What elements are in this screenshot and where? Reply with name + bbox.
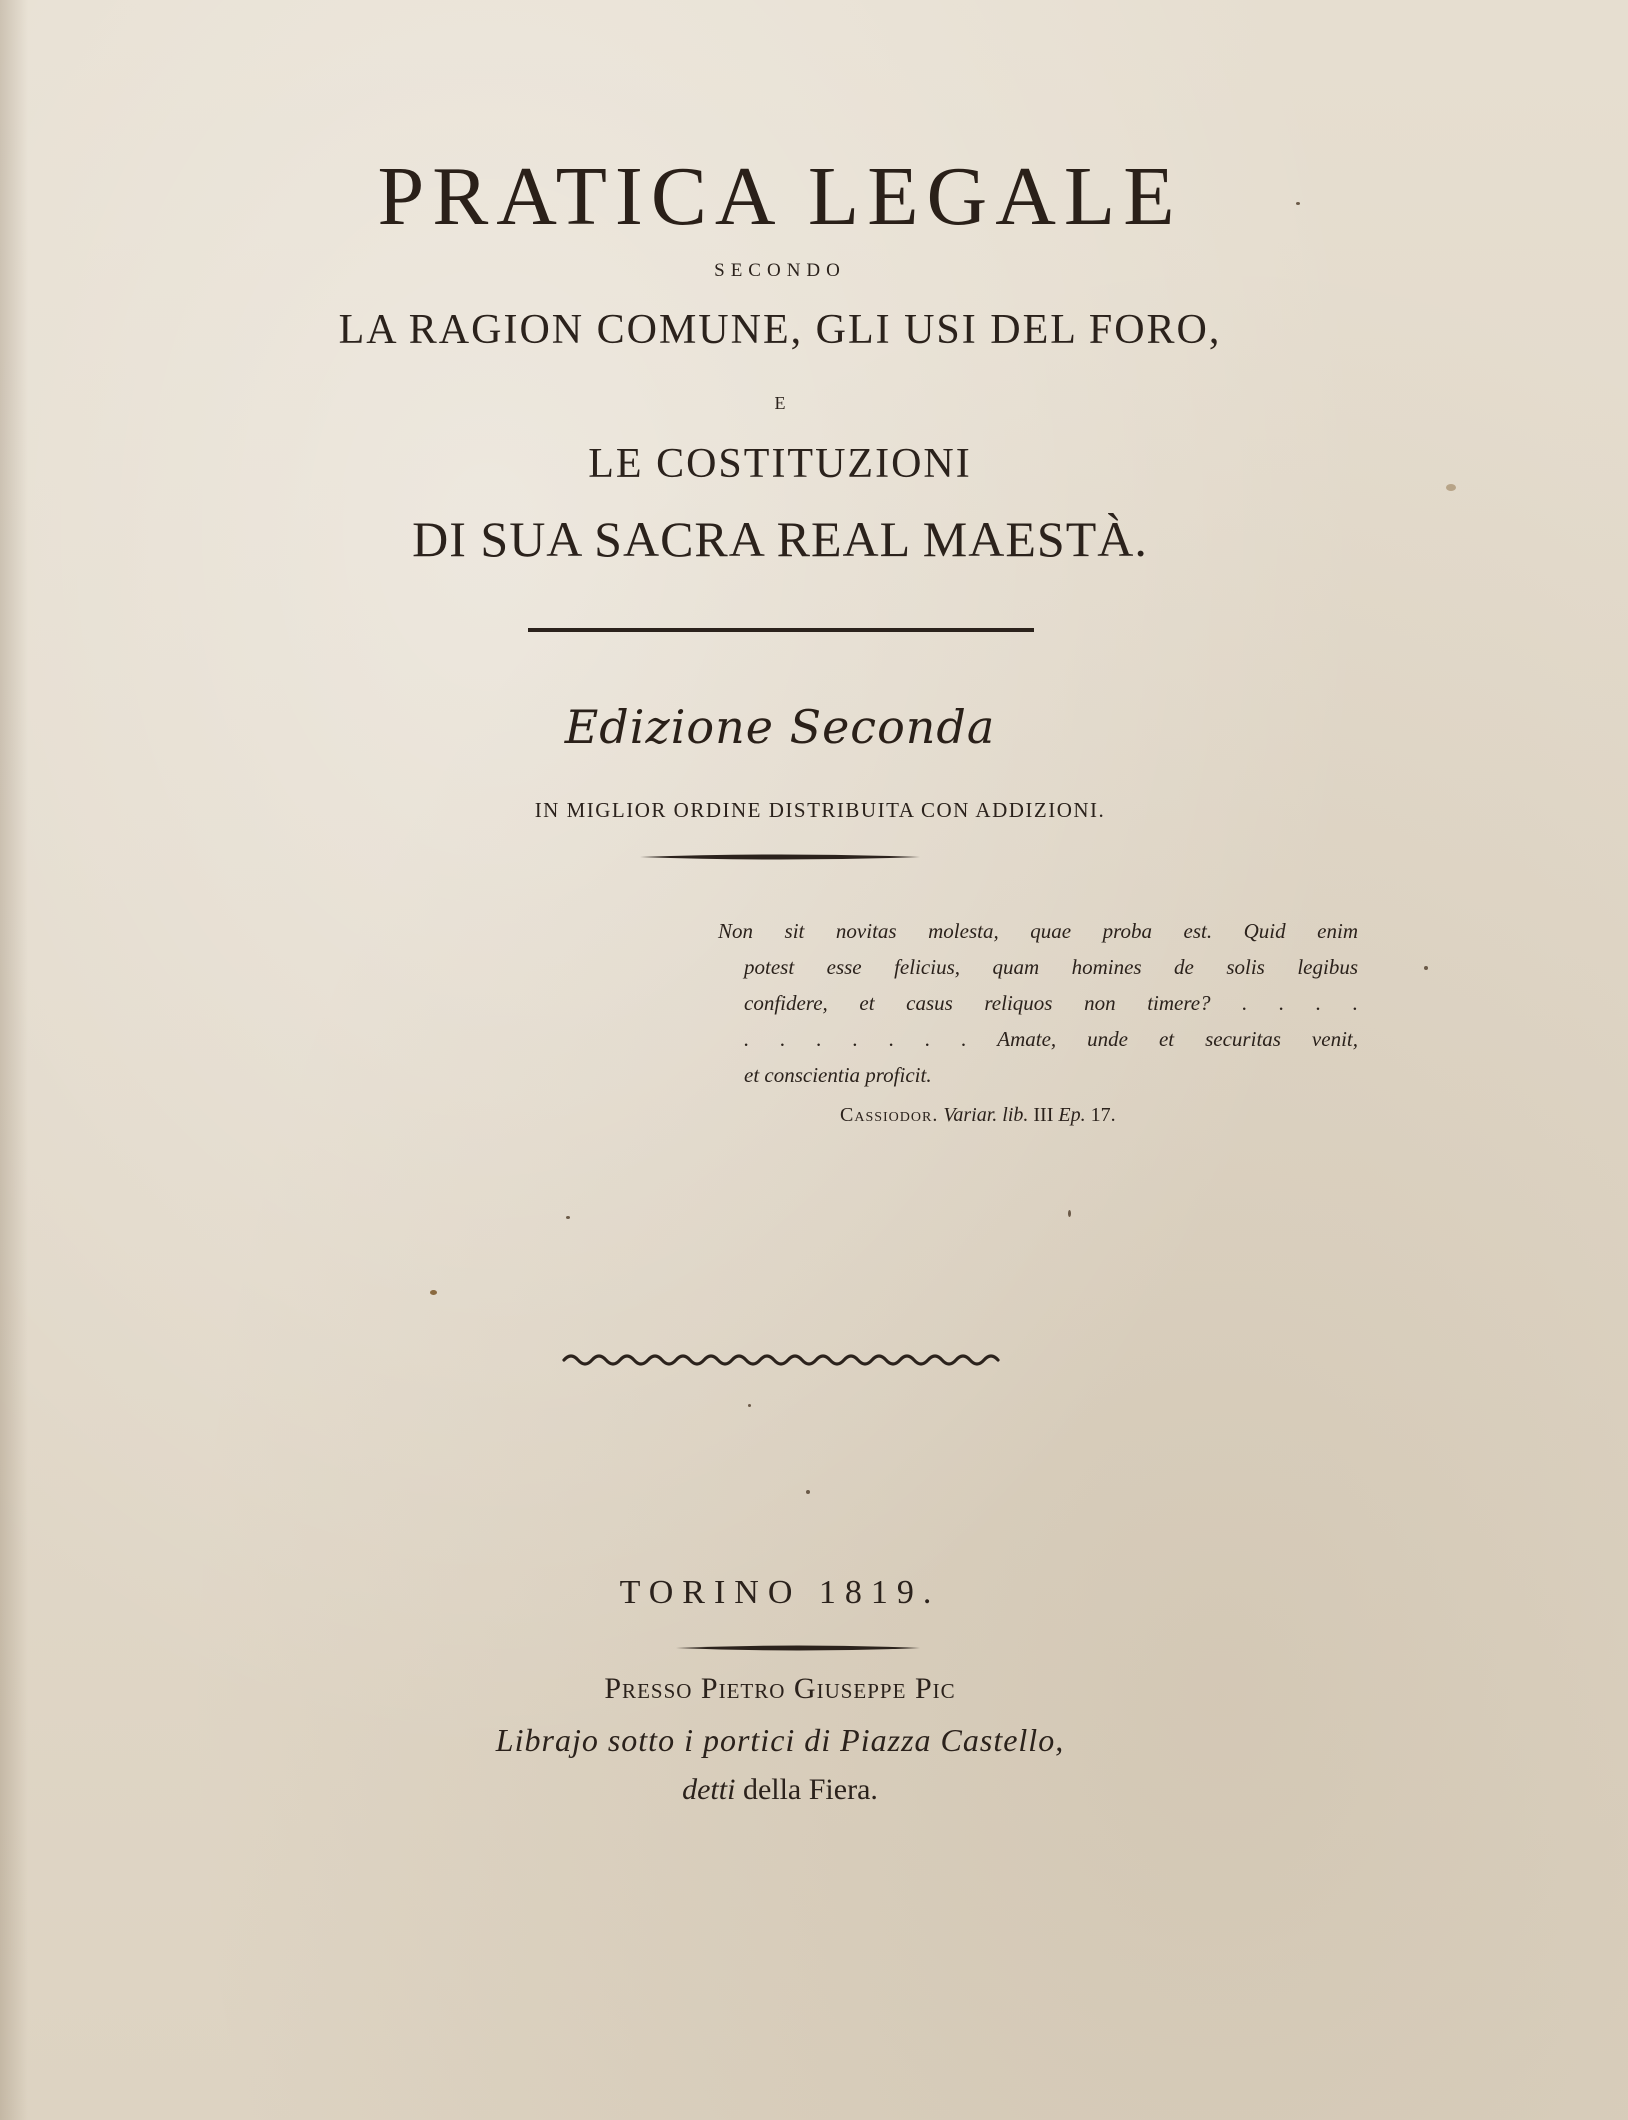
book-title: PRATICA LEGALE xyxy=(377,150,1183,243)
wavy-ornament xyxy=(562,1348,1012,1368)
place-and-year: TORINO 1819. xyxy=(619,1574,941,1611)
paper-speck xyxy=(806,1490,810,1494)
subtitle-conjunction: E xyxy=(774,393,786,413)
paper-speck xyxy=(1446,484,1456,491)
paper-speck xyxy=(1424,966,1428,970)
subtitle-secondo: SECONDO xyxy=(714,260,846,281)
paper-speck xyxy=(566,1216,570,1219)
paper-speck xyxy=(1068,1210,1071,1217)
epigraph-line: . . . . . . . Amate, unde et securitas venit, xyxy=(744,1027,1358,1051)
subtitle-costituzioni: LE COSTITUZIONI xyxy=(588,441,972,487)
epigraph-line: Non sit novitas molesta, quae proba est. Quid enim xyxy=(718,919,1358,943)
epigraph-line: confidere, et casus reliquos non timere? . . . . xyxy=(744,991,1358,1015)
distribution-note: IN MIGLIOR ORDINE DISTRIBUITA CON ADDIZIONI. xyxy=(534,798,1106,822)
paper-speck xyxy=(748,1404,751,1407)
citation-work: Variar. lib. xyxy=(943,1104,1029,1126)
epigraph xyxy=(718,913,1358,1093)
citation-number: 17. xyxy=(1090,1104,1116,1126)
subtitle-maesta: DI SUA SACRA REAL MAESTÀ. xyxy=(412,511,1148,567)
paper-speck xyxy=(1296,202,1300,205)
citation-author: Cassiodor. xyxy=(840,1104,939,1126)
epigraph-line: et conscientia proficit. xyxy=(744,1063,932,1087)
address-roman: della Fiera. xyxy=(742,1773,878,1806)
address-italic: detti xyxy=(682,1773,736,1806)
paper-speck xyxy=(430,1290,437,1295)
printer-address-line2 xyxy=(0,1773,1560,1807)
edition-handwritten: Edizione Seconda xyxy=(564,700,996,754)
imprint-rule xyxy=(676,1644,920,1652)
printer-name: Presso Pietro Giuseppe Pic xyxy=(604,1672,956,1705)
subtitle-ragion-comune: LA RAGION COMUNE, GLI USI DEL FORO, xyxy=(338,307,1222,353)
citation-book: III xyxy=(1033,1104,1054,1126)
epigraph-line: potest esse felicius, quam homines de solis legibus xyxy=(744,955,1358,979)
epigraph-citation xyxy=(840,1104,1116,1127)
printer-address: Librajo sotto i portici di Piazza Castello, xyxy=(495,1722,1065,1758)
citation-ep: Ep. xyxy=(1058,1104,1086,1126)
divider-rule xyxy=(528,628,1034,632)
swelled-rule xyxy=(640,853,920,861)
